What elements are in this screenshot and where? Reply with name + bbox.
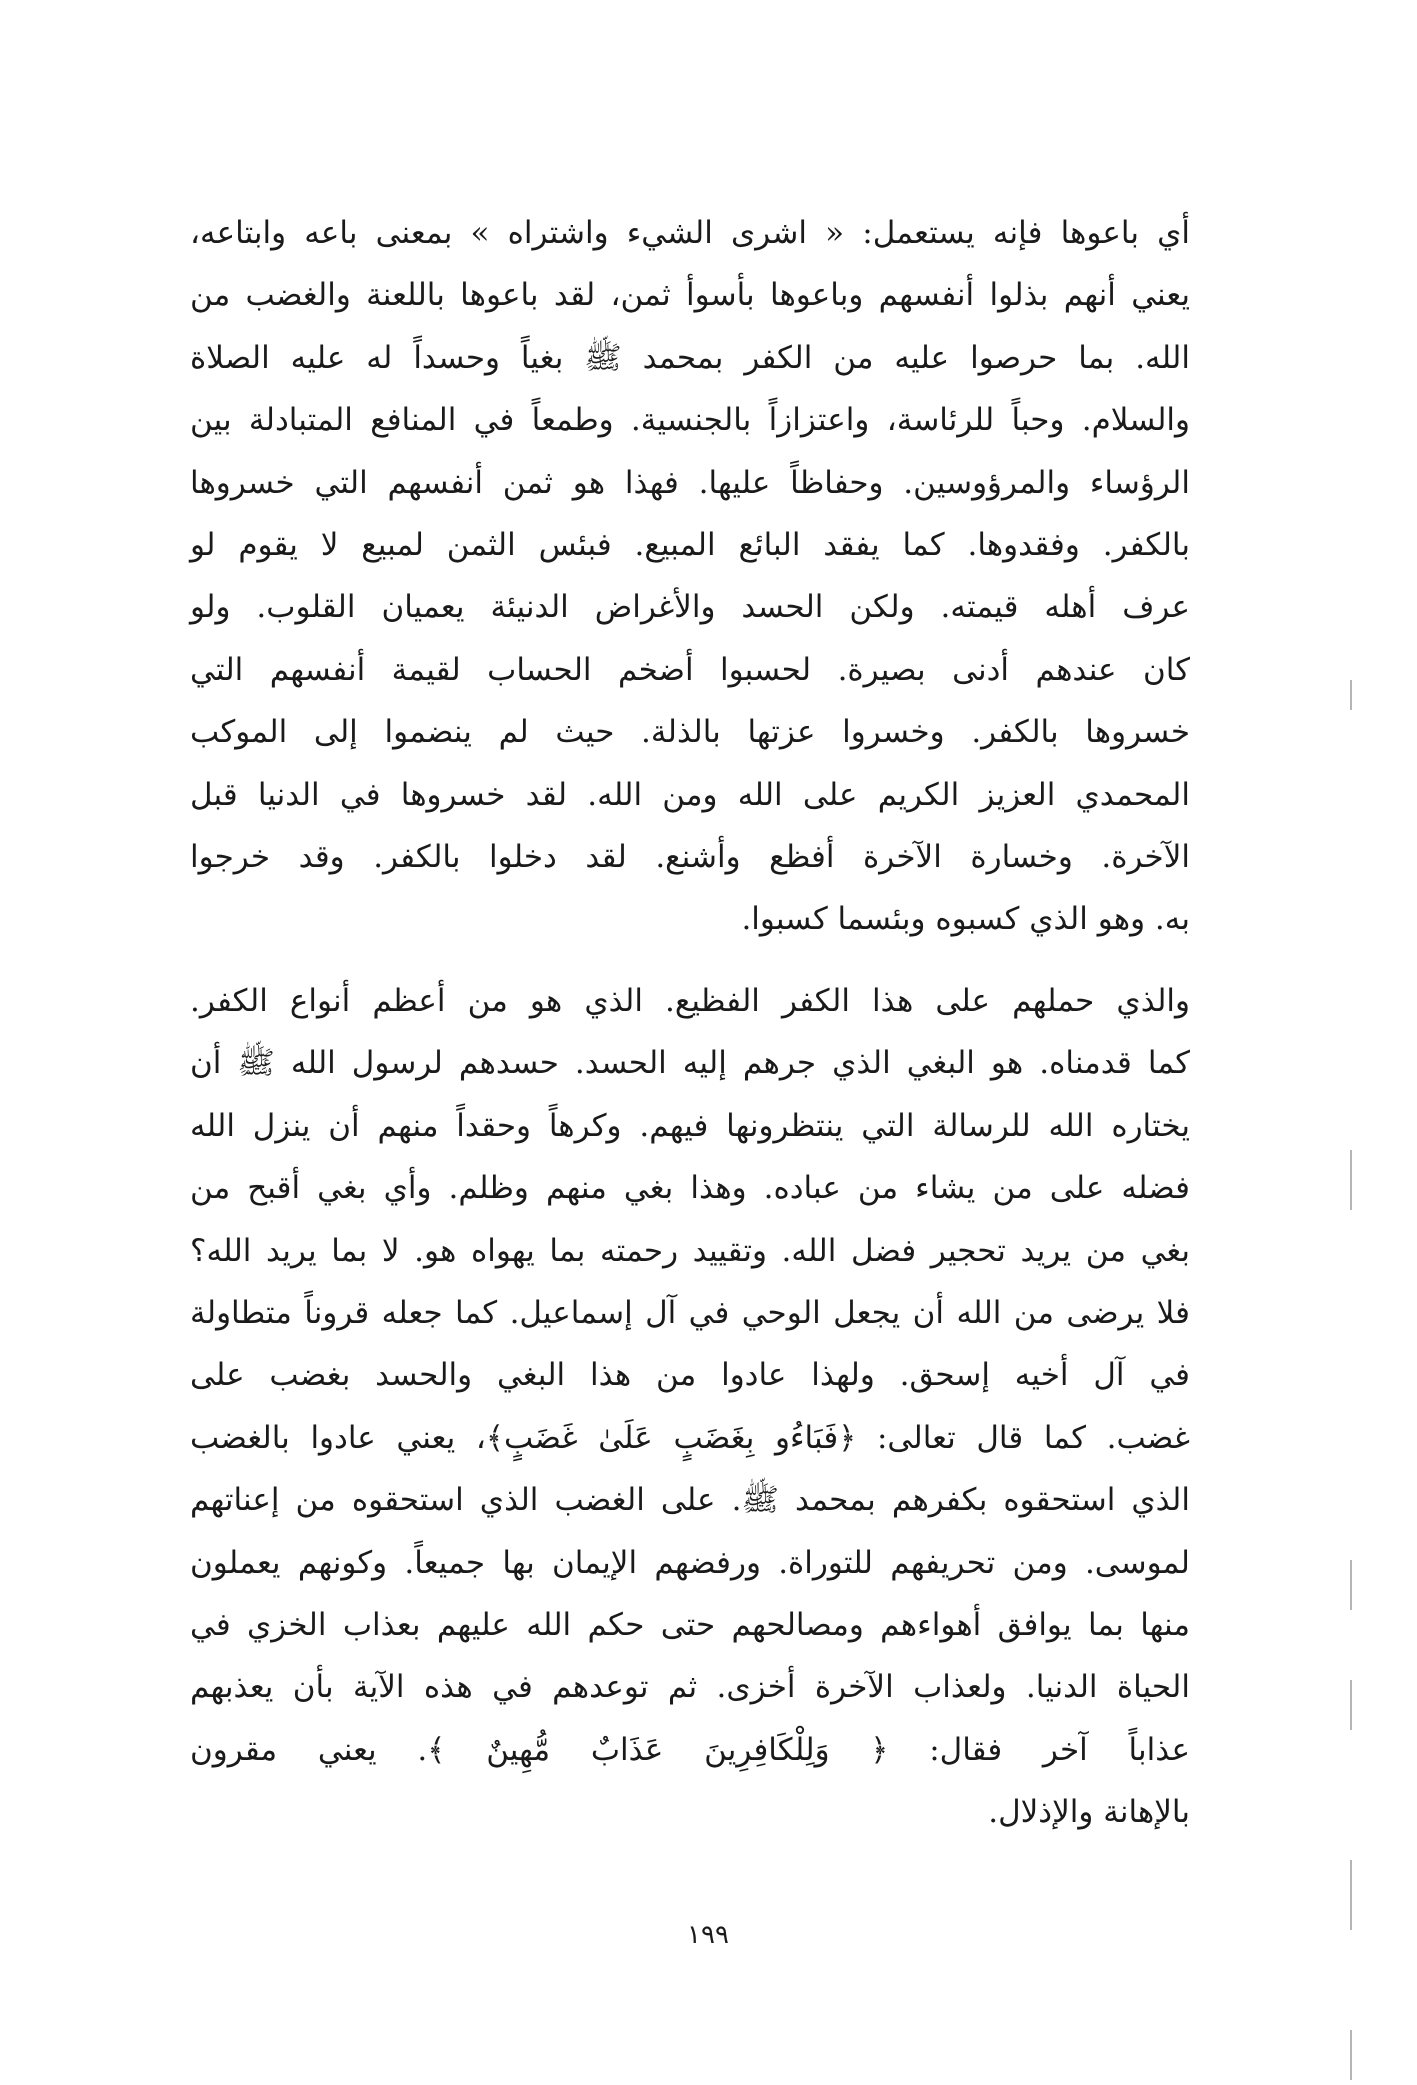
text-line: الله. بما حرصوا عليه من الكفر بمحمد ﷺ بغياً وحسداً له عليه الصلاة: [190, 339, 1190, 376]
text-line: في آل أخيه إسحق. ولهذا عادوا من هذا البغي والحسد بغضب على: [190, 1357, 1190, 1394]
text-line: عذاباً آخر فقال: ﴿ وَلِلْكَافِرِينَ عَذَابٌ مُّهِينٌ ﴾. يعني مقرون: [190, 1731, 1190, 1768]
text-line: لموسى. ومن تحريفهم للتوراة. ورفضهم الإيمان بها جميعاً. وكونهم يعملون: [190, 1544, 1190, 1581]
text-line: يختاره الله للرسالة التي ينتظرونها فيهم. وكرهاً وحقداً منهم أن ينزل الله: [190, 1107, 1190, 1144]
scan-artifact: [1350, 1150, 1352, 1210]
text-line: أي باعوها فإنه يستعمل: « اشرى الشيء واشتراه » بمعنى باعه وابتاعه،: [190, 215, 1190, 251]
text-line: والذي حملهم على هذا الكفر الفظيع. الذي هو من أعظم أنواع الكفر.: [190, 983, 1190, 1019]
text-line: خسروها بالكفر. وخسروا عزتها بالذلة. حيث لم ينضموا إلى الموكب: [190, 714, 1190, 751]
text-line: كان عندهم أدنى بصيرة. لحسبوا أضخم الحساب لقيمة أنفسهم التي: [190, 651, 1190, 688]
text-line: الرؤساء والمرؤوسين. وحفاظاً عليها. فهذا هو ثمن أنفسهم التي خسروها: [190, 464, 1190, 501]
text-line: فضله على من يشاء من عباده. وهذا بغي منهم وظلم. وأي بغي أقبح من: [190, 1170, 1190, 1207]
scan-artifact: [1350, 1680, 1352, 1730]
text-line: عرف أهله قيمته. ولكن الحسد والأغراض الدنيئة يعميان القلوب. ولو: [190, 589, 1190, 626]
text-line: به. وهو الذي كسبوه وبئسما كسبوا.: [741, 901, 1190, 938]
scan-artifact: [1350, 2030, 1352, 2080]
page-number: ١٩٩: [687, 1920, 729, 1950]
text-line: بالكفر. وفقدوها. كما يفقد البائع المبيع. فبئس الثمن لمبيع لا يقوم لو: [190, 526, 1190, 563]
text-line: الآخرة. وخسارة الآخرة أفظع وأشنع. لقد دخلوا بالكفر. وقد خرجوا: [190, 838, 1190, 875]
paragraph-1: [190, 202, 1190, 951]
text-line: بالإهانة والإذلال.: [988, 1794, 1190, 1831]
text-line: غضب. كما قال تعالى: ﴿فَبَاءُو بِغَضَبٍ عَلَىٰ غَضَبٍ﴾، يعني عادوا بالغضب: [190, 1419, 1190, 1456]
scan-artifact: [1350, 680, 1352, 710]
text-line: يعني أنهم بذلوا أنفسهم وباعوها بأسوأ ثمن، لقد باعوها باللعنة والغضب من: [190, 277, 1190, 314]
text-line: والسلام. وحباً للرئاسة، واعتزازاً بالجنسية. وطمعاً في المنافع المتبادلة بين: [190, 402, 1190, 439]
paragraph-2: [190, 970, 1190, 1843]
scan-artifact: [1350, 1560, 1352, 1610]
text-line: فلا يرضى من الله أن يجعل الوحي في آل إسماعيل. كما جعله قروناً متطاولة: [190, 1294, 1190, 1331]
text-line: منها بما يوافق أهواءهم ومصالحهم حتى حكم الله عليهم بعذاب الخزي في: [190, 1606, 1190, 1643]
scan-artifact: [1350, 1860, 1352, 1930]
text-line: الذي استحقوه بكفرهم بمحمد ﷺ. على الغضب الذي استحقوه من إعناتهم: [190, 1482, 1190, 1519]
text-line: بغي من يريد تحجير فضل الله. وتقييد رحمته بما يهواه هو. لا بما يريد الله؟: [190, 1232, 1190, 1269]
text-line: كما قدمناه. هو البغي الذي جرهم إليه الحسد. حسدهم لرسول الله ﷺ أن: [190, 1045, 1190, 1082]
text-line: الحياة الدنيا. ولعذاب الآخرة أخزى. ثم توعدهم في هذه الآية بأن يعذبهم: [190, 1669, 1190, 1706]
text-line: المحمدي العزيز الكريم على الله ومن الله. لقد خسروها في الدنيا قبل: [190, 776, 1190, 813]
